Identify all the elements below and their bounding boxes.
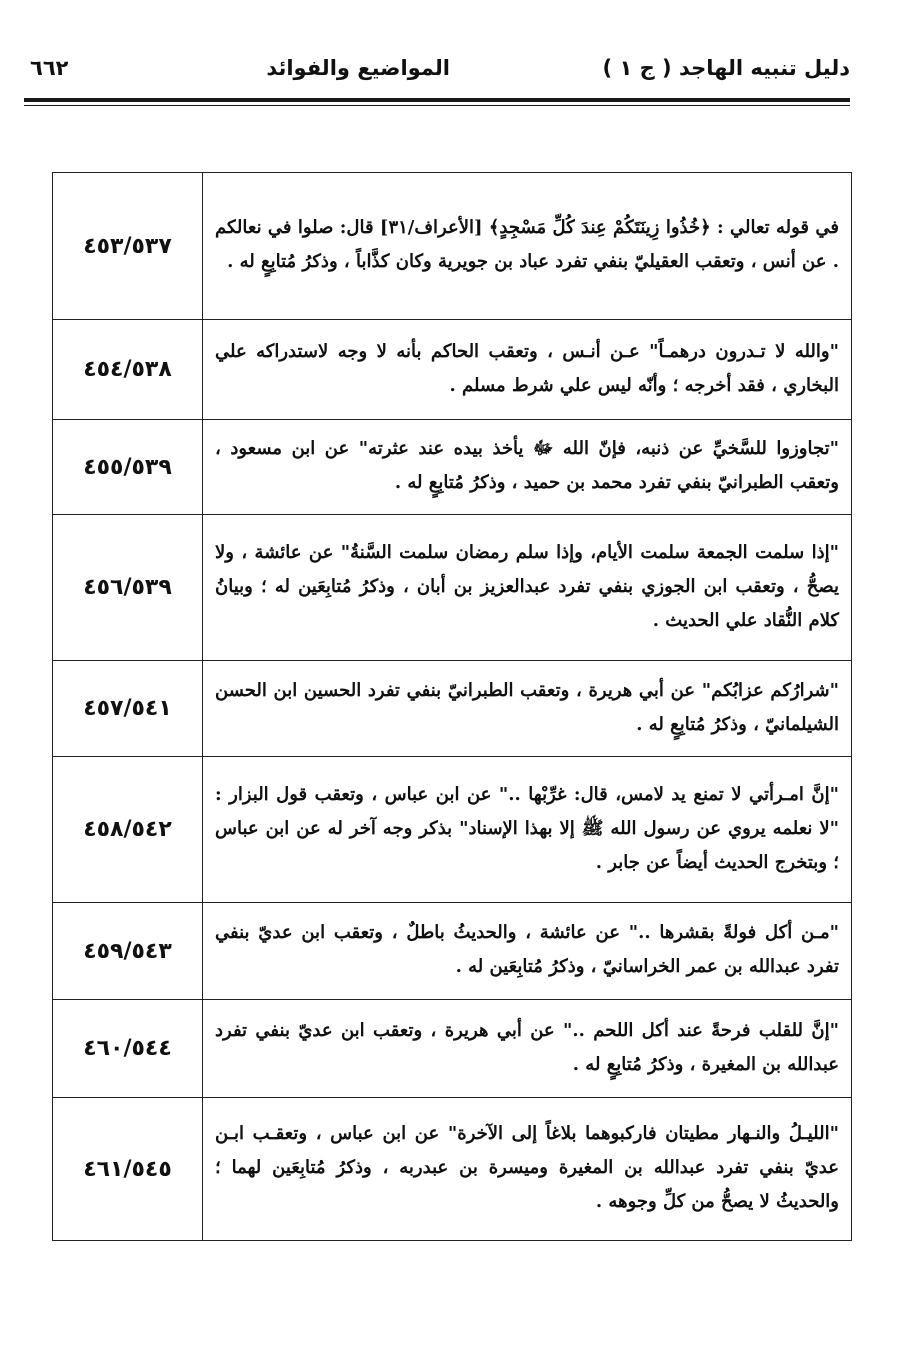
table-row: [53, 420, 852, 515]
entry-text: "إذا سلمت الجمعة سلمت الأيام، وإذا سلم رمضان سلمت السَّنةُ" عن عائشة ، ولا يصحُّ ، وتعقب ابن الجوزي بنفي تفرد عبدالعزيز بن أبان ، وذكرُ مُتابِعَين له ؛ وبيانُ كلام النُّقاد علي الحديث .: [203, 515, 852, 661]
section-title: المواضيع والفوائد: [266, 56, 450, 80]
index-table: [52, 172, 852, 1241]
entry-text: في قوله تعالي : ﴿خُذُوا زِينَتَكُمْ عِندَ كُلِّ مَسْجِدٍ﴾ [الأعراف/٣١] قال: صلوا في نعالكم . عن أنس ، وتعقب العقيليّ بنفي تفرد عباد بن جويرية وكان كذَّاباً ، وذكرُ مُتابِعٍ له .: [203, 173, 852, 320]
table-row: [53, 515, 852, 661]
entry-text: "تجاوزوا للسَّخيِّ عن ذنبه، فإنّ الله ﷻ يأخذ بيده عند عثرته" عن ابن مسعود ، وتعقب الطبرانيّ بنفي تفرد محمد بن حميد ، وذكرُ مُتابِعٍ له .: [203, 420, 852, 515]
entry-reference: ٤٥٦/٥٣٩: [53, 515, 203, 661]
entry-reference: ٤٥٣/٥٣٧: [53, 173, 203, 320]
entry-reference: ٤٥٩/٥٤٣: [53, 903, 203, 1000]
table-row: [53, 661, 852, 757]
entry-reference: ٤٦٠/٥٤٤: [53, 1000, 203, 1098]
header-rule-thick: [24, 98, 850, 102]
entry-reference: ٤٥٨/٥٤٢: [53, 757, 203, 903]
page-number: ٦٦٢: [30, 56, 69, 80]
book-title: دليل تنبيه الهاجد ( ج ١ ): [602, 56, 850, 80]
entry-reference: ٤٦١/٥٤٥: [53, 1098, 203, 1241]
table-row: [53, 1098, 852, 1241]
entry-reference: ٤٥٧/٥٤١: [53, 661, 203, 757]
entry-text: "مـن أكل فولةً بقشرها .." عن عائشة ، والحديثُ باطلٌ ، وتعقب ابن عديّ بنفي تفرد عبدالله بن عمر الخراسانيّ ، وذكرُ مُتابِعَين له .: [203, 903, 852, 1000]
page-header: [30, 52, 850, 92]
entry-text: "والله لا تـدرون درهمـاً" عـن أنـس ، وتعقب الحاكم بأنه لا وجه لاستدراكه علي البخاري ، فقد أخرجه ؛ وأنّه ليس علي شرط مسلم .: [203, 320, 852, 420]
table-row: [53, 903, 852, 1000]
entry-text: "الليـلُ والنـهار مطيتان فاركبوهما بلاغاً إلى الآخرة" عن ابن عباس ، وتعقـب ابـن عديّ بنفي تفرد عبدالله بن المغيرة وميسرة بن عبدربه ، وذكرُ مُتابِعَين لهما ؛ والحديثُ لا يصحُّ من كلِّ وجوهه .: [203, 1098, 852, 1241]
header-rule-thin: [24, 105, 850, 106]
entry-text: "إنَّ للقلب فرحةً عند أكل اللحم .." عن أبي هريرة ، وتعقب ابن عديّ بنفي تفرد عبدالله بن المغيرة ، وذكرُ مُتابِعٍ له .: [203, 1000, 852, 1098]
table-row: [53, 320, 852, 420]
table-row: [53, 1000, 852, 1098]
entry-text: "شرارُكم عزابُكم" عن أبي هريرة ، وتعقب الطبرانيّ بنفي تفرد الحسين ابن الحسن الشيلمانيّ ، وذكرُ مُتابِعٍ له .: [203, 661, 852, 757]
entry-reference: ٤٥٤/٥٣٨: [53, 320, 203, 420]
entry-reference: ٤٥٥/٥٣٩: [53, 420, 203, 515]
table-row: [53, 757, 852, 903]
table-row: [53, 173, 852, 320]
entry-text: "إنَّ امـرأتي لا تمنع يد لامس، قال: غرِّبْها .." عن ابن عباس ، وتعقب قول البزار : "لا نعلمه يروي عن رسول الله ﷺ إلا بهذا الإسناد" بذكر وجه آخر له عن ابن عباس ؛ وبتخرج الحديث أيضاً عن جابر .: [203, 757, 852, 903]
